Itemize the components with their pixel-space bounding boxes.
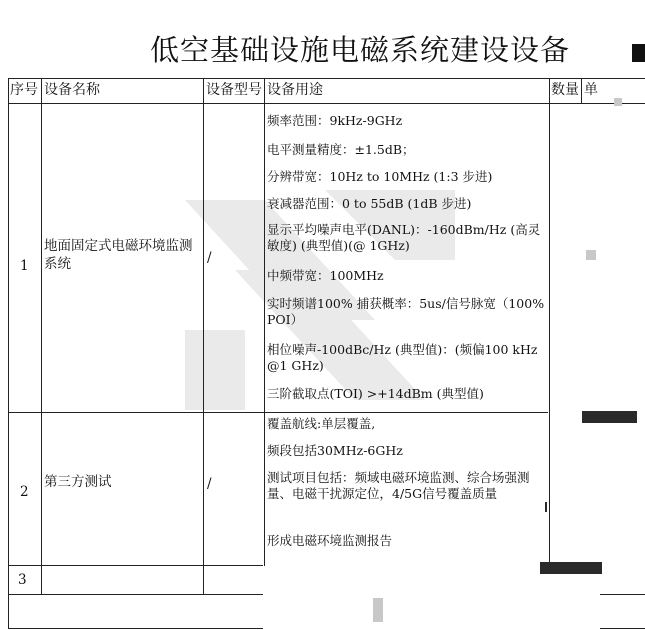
header-name: 设备名称 <box>44 82 100 98</box>
header-quantity: 数量 <box>551 82 579 98</box>
row1-usage-item: 电平测量精度：±1.5dB； <box>267 142 415 157</box>
row1-name: 地面固定式电磁环境监测系统 <box>44 238 193 272</box>
row1-usage-item: 衰减器范围：0 to 55dB (1dB 步进) <box>267 196 472 211</box>
row1-index: 1 <box>20 258 29 274</box>
row2-index: 2 <box>20 484 29 500</box>
scan-artifact <box>373 598 383 622</box>
row1-usage-item: 相位噪声-100dBc/Hz (典型值)：(频偏100 kHz @1 GHz) <box>267 342 538 373</box>
redaction-bar <box>540 562 602 574</box>
row1-usage-item: 中频带宽：100MHz <box>267 268 384 283</box>
right-redaction <box>552 104 645 564</box>
row1-usage-item: 实时频谱100% 捕获概率：5us/信号脉宽（100% POI） <box>267 296 545 327</box>
row1-usage-item: 三阶截取点(TOI) >+14dBm (典型值) <box>267 386 484 401</box>
scan-artifact <box>586 250 596 260</box>
row3-index: 3 <box>18 572 27 588</box>
row2-model: / <box>207 476 212 492</box>
redaction-bar <box>582 411 637 423</box>
header-index: 序号 <box>10 82 38 98</box>
header-model: 设备型号 <box>206 82 262 98</box>
row1-usage-item: 分辨带宽：10Hz to 10MHz (1:3 步进) <box>267 169 493 184</box>
row2-usage-item: 形成电磁环境监测报告 <box>267 533 393 548</box>
header-extra: 单 <box>584 82 598 98</box>
scan-artifact <box>545 502 547 512</box>
row1-model: / <box>207 250 212 266</box>
scan-artifact <box>614 98 622 106</box>
row1-usage-item: 频率范围：9kHz-9GHz <box>267 113 403 128</box>
row1-usage-item: 显示平均噪声电平(DANL)：-160dBm/Hz (高灵敏度) (典型值)(@ 1GHz) <box>267 222 541 253</box>
row2-usage-item: 频段包括30MHz-6GHz <box>267 443 403 458</box>
document-title: 低空基础设施电磁系统建设设备 <box>150 33 571 67</box>
row2-usage-item: 测试项目包括：频域电磁环境监测、综合场强测量、电磁干扰源定位，4/5G信号覆盖质量 <box>267 470 530 501</box>
row2-usage-item: 覆盖航线:单层覆盖, <box>267 416 376 431</box>
header-usage: 设备用途 <box>267 82 323 98</box>
row2-name: 第三方测试 <box>44 474 112 490</box>
